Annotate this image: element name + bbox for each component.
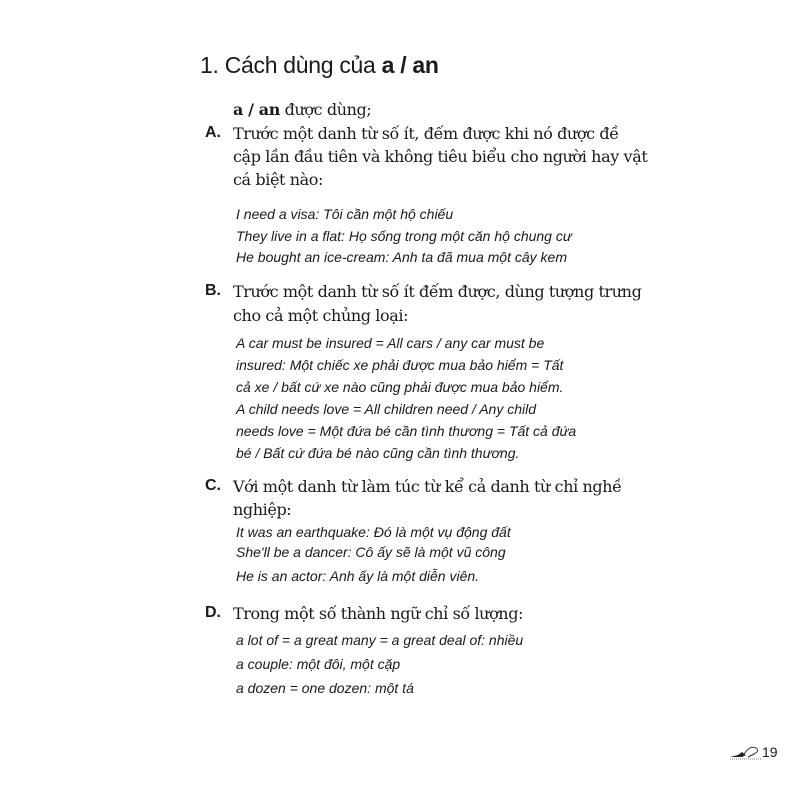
section-a-line: cá biệt nào: xyxy=(233,170,323,189)
intro-text: a / an được dùng; xyxy=(233,100,372,119)
section-d-line: Trong một số thành ngữ chỉ số lượng: xyxy=(233,604,524,623)
example-line: I need a visa: Tôi cần một hộ chiếu xyxy=(236,206,454,222)
scribble-ornament-icon xyxy=(728,745,762,761)
example-line: A car must be insured = All cars / any car must be xyxy=(236,335,545,351)
example-line: They live in a flat: Họ sống trong một căn hộ chung cư xyxy=(236,228,572,244)
example-line: It was an earthquake: Đó là một vụ động đất xyxy=(236,524,511,540)
example-line: a lot of = a great many = a great deal of: nhiều xyxy=(236,632,524,648)
example-line: He is an actor: Anh ấy là một diễn viên. xyxy=(236,568,480,584)
example-line: needs love = Một đứa bé cần tình thương = Tất cả đứa xyxy=(236,423,577,439)
section-label-b: B. xyxy=(205,282,221,299)
page-number: 19 xyxy=(762,744,778,760)
section-b-line: cho cả một chủng loại: xyxy=(233,306,409,325)
section-a-line: cập lần đầu tiên và không tiêu biểu cho người hay vật xyxy=(233,147,648,166)
example-line: a couple: một đôi, một cặp xyxy=(236,656,401,672)
section-label-a: A. xyxy=(205,124,221,141)
example-line: He bought an ice-cream: Anh ta đã mua một cây kem xyxy=(236,249,567,265)
section-c-line: nghiệp: xyxy=(233,500,292,519)
section-label-c: C. xyxy=(205,477,221,494)
example-line: A child needs love = All children need / Any child xyxy=(236,401,537,417)
section-title: 1. Cách dùng của a / an xyxy=(200,52,439,78)
section-c-line: Với một danh từ làm túc từ kể cả danh từ chỉ nghề xyxy=(233,477,622,496)
example-line: cả xe / bất cứ xe nào cũng phải được mua bảo hiểm. xyxy=(236,379,564,395)
section-label-d: D. xyxy=(205,604,221,621)
example-line: a dozen = one dozen: một tá xyxy=(236,680,414,696)
section-a-line: Trước một danh từ số ít, đếm được khi nó được đề xyxy=(233,124,619,143)
example-line: She'll be a dancer: Cô ấy sẽ là một vũ công xyxy=(236,544,506,560)
section-b-line: Trước một danh từ số ít đếm được, dùng tượng trưng xyxy=(233,282,642,301)
example-line: insured: Một chiếc xe phải được mua bảo hiểm = Tất xyxy=(236,357,564,373)
example-line: bé / Bất cứ đứa bé nào cũng cần tình thương. xyxy=(236,445,520,461)
